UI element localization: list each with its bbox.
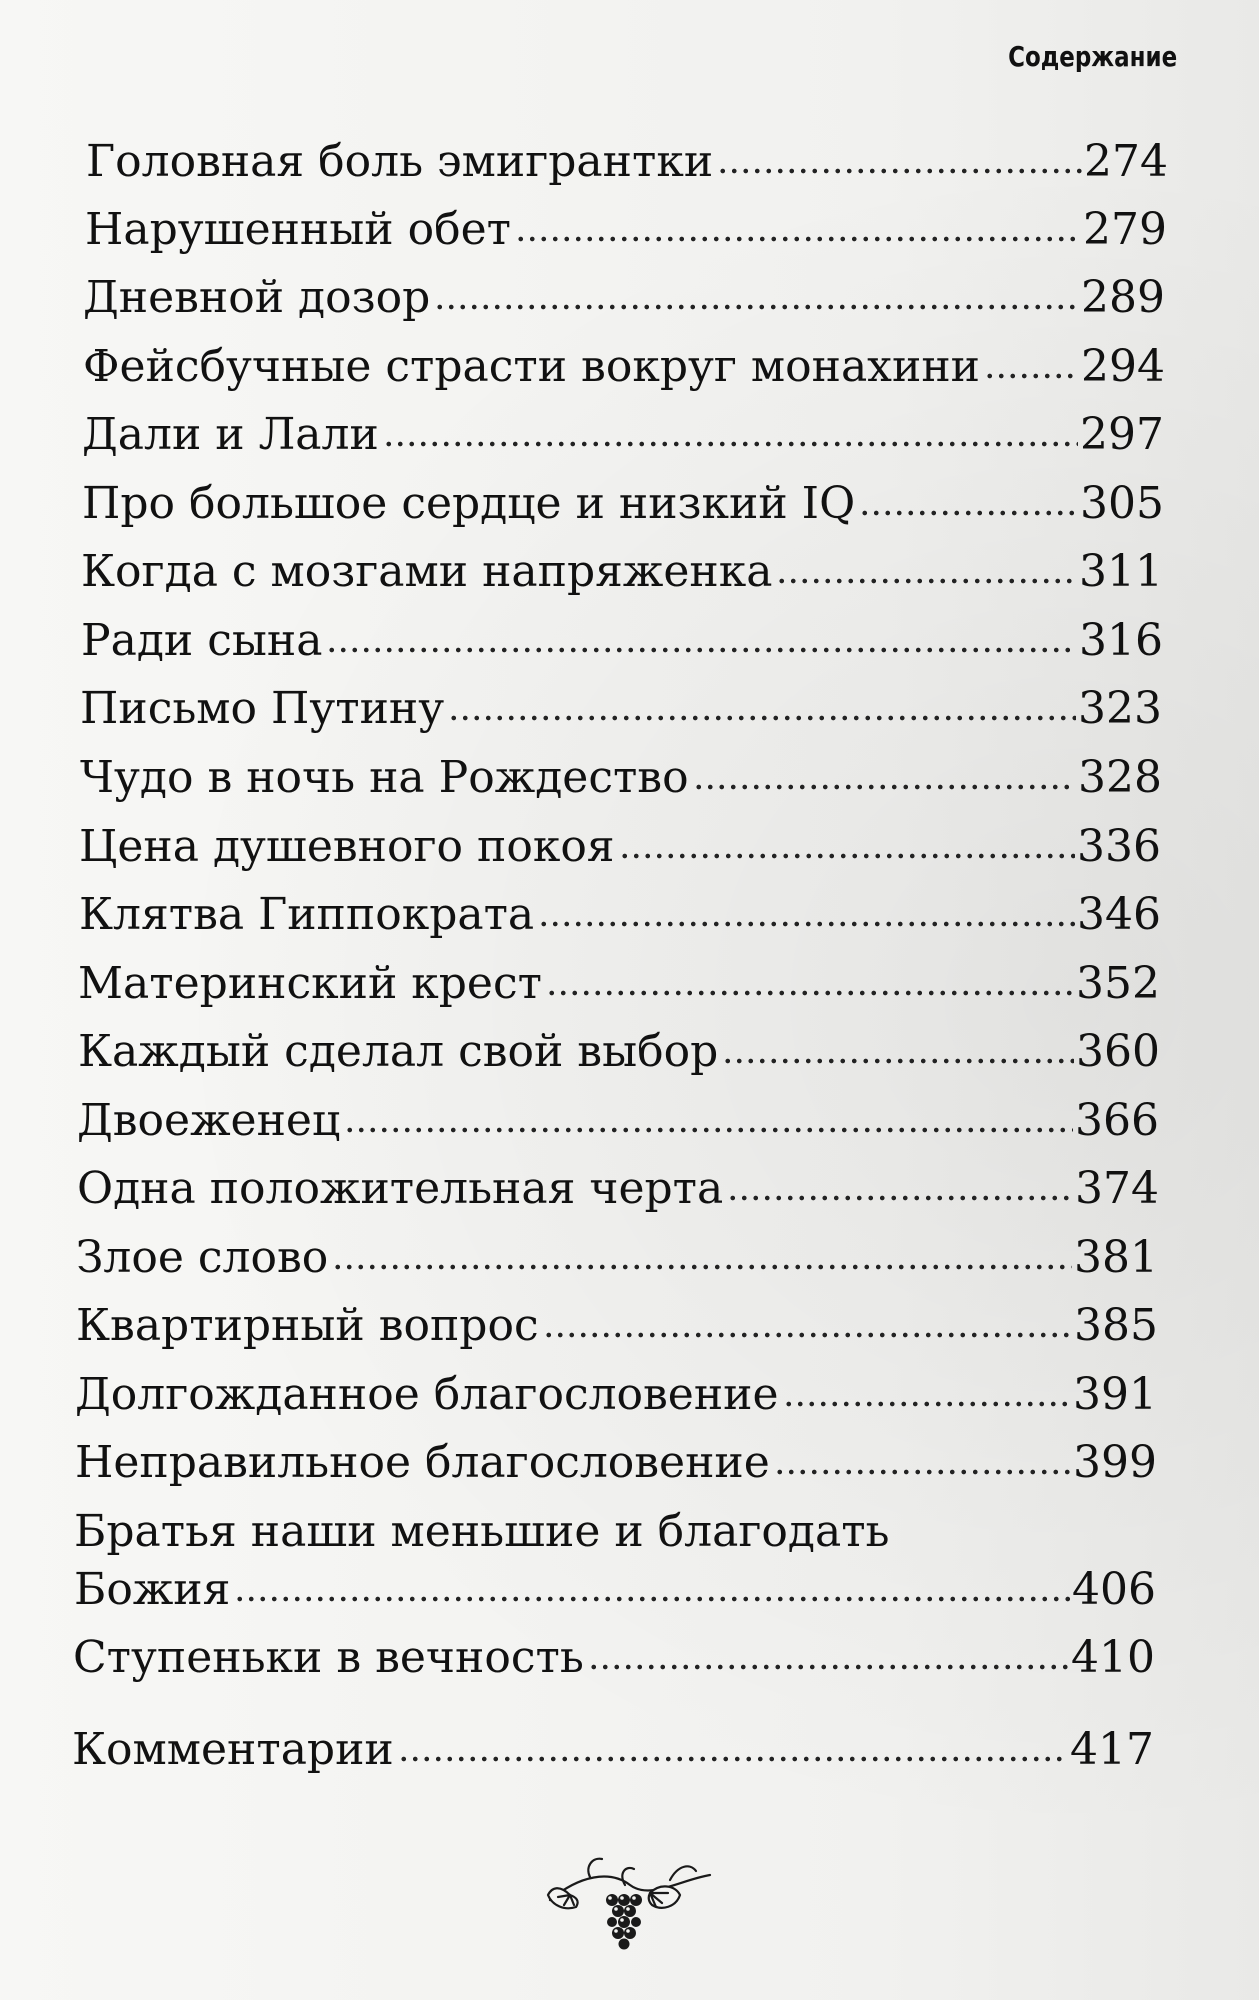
toc-entry — [79, 889, 1161, 940]
toc-entry-title: Квартирный вопрос — [76, 1300, 539, 1351]
toc-entry — [74, 1564, 1156, 1615]
toc-entry-title: Цена душевного покоя — [79, 821, 615, 872]
toc-entry-page: 336 — [1077, 821, 1161, 872]
toc-entry-title: Одна положительная черта — [77, 1163, 724, 1214]
dot-leader — [588, 1662, 1069, 1672]
toc-entry-title: Ради сына — [81, 615, 323, 666]
toc-entry — [77, 1163, 1159, 1214]
dot-leader — [326, 645, 1077, 655]
toc-entry-title: Головная боль эмигрантки — [86, 136, 714, 187]
dot-leader — [984, 371, 1079, 381]
toc-entry-page: 417 — [1070, 1724, 1154, 1775]
toc-entry-title: Когда с мозгами напряженка — [81, 546, 773, 597]
toc-entry — [76, 1232, 1158, 1283]
toc-entry-title: Ступеньки в вечность — [73, 1632, 584, 1683]
toc-entry-page: 323 — [1078, 683, 1162, 734]
toc-entry-page: 406 — [1072, 1564, 1156, 1615]
dot-leader — [546, 988, 1074, 998]
toc-entry-page: 305 — [1080, 478, 1164, 529]
dot-leader — [859, 508, 1078, 518]
toc-entry-title: Про большое сердце и низкий IQ — [82, 478, 856, 529]
toc-entry — [83, 341, 1165, 392]
dot-leader — [234, 1594, 1070, 1604]
toc-entry-title: Письмо Путину — [80, 683, 445, 734]
toc-entry-page: 352 — [1076, 958, 1160, 1009]
dot-leader — [776, 576, 1077, 586]
toc-entry-page: 316 — [1079, 615, 1163, 666]
dot-leader — [717, 166, 1082, 176]
dot-leader — [727, 1193, 1073, 1203]
toc-entry — [83, 272, 1165, 323]
toc-entry — [75, 1437, 1157, 1488]
toc-entry-title: Комментарии — [72, 1724, 394, 1775]
toc-entry — [76, 1300, 1158, 1351]
toc-entry-title-line1: Братья наши меньшие и благодать — [74, 1506, 890, 1557]
dot-leader — [722, 1056, 1074, 1066]
toc-entry-title: Долгожданное благословение — [75, 1369, 779, 1420]
toc-entry-page: 366 — [1075, 1095, 1159, 1146]
dot-leader — [693, 782, 1076, 792]
dot-leader — [783, 1399, 1071, 1409]
dot-leader — [774, 1467, 1071, 1477]
toc-entry-page: 410 — [1071, 1632, 1155, 1683]
toc-entry-title: Неправильное благословение — [75, 1437, 770, 1488]
dot-leader — [515, 234, 1081, 244]
running-head: Содержание — [1007, 40, 1177, 73]
toc-entry — [82, 478, 1164, 529]
toc-entry-page: 294 — [1081, 341, 1165, 392]
toc-entry — [86, 136, 1168, 187]
dot-leader — [448, 713, 1076, 723]
toc-entry-page: 274 — [1084, 136, 1168, 187]
toc-entry-title: Чудо в ночь на Рождество — [80, 752, 689, 803]
toc-entry — [80, 683, 1162, 734]
toc-entry — [85, 204, 1167, 255]
dot-leader — [543, 1330, 1072, 1340]
toc-entry — [80, 752, 1162, 803]
toc-entry-title: Злое слово — [76, 1232, 329, 1283]
toc-entry-title: Нарушенный обет — [85, 204, 511, 255]
toc-entry — [78, 958, 1160, 1009]
dot-leader — [434, 302, 1079, 312]
toc-entry-page: 360 — [1076, 1026, 1160, 1077]
toc-entry-title: Божия — [74, 1564, 231, 1615]
toc-entry — [78, 1026, 1160, 1077]
toc-entry — [73, 1632, 1155, 1683]
toc-entry — [75, 1369, 1157, 1420]
dot-leader — [332, 1262, 1072, 1272]
toc-entry-title: Дневной дозор — [83, 272, 431, 323]
toc-entry — [77, 1095, 1159, 1146]
dot-leader — [538, 919, 1075, 929]
toc-entry-page: 289 — [1081, 272, 1165, 323]
dot-leader — [344, 1125, 1073, 1135]
toc-entry — [79, 821, 1161, 872]
toc-entry-page: 279 — [1083, 204, 1167, 255]
toc-entry-title: Клятва Гиппократа — [79, 889, 535, 940]
toc-entry — [81, 615, 1163, 666]
toc-entry-title: Двоеженец — [77, 1095, 341, 1146]
toc-entry — [72, 1724, 1154, 1775]
toc-entry — [81, 546, 1163, 597]
toc-entry-page: 311 — [1079, 546, 1163, 597]
toc-entry-page: 381 — [1074, 1232, 1158, 1283]
dot-leader — [398, 1754, 1068, 1764]
toc-entry-title: Каждый сделал свой выбор — [78, 1026, 719, 1077]
toc-entry — [82, 409, 1164, 460]
dot-leader — [619, 851, 1075, 861]
toc-entry-page: 374 — [1075, 1163, 1159, 1214]
toc-entry-page: 399 — [1073, 1437, 1157, 1488]
toc-entry-title: Материнский крест — [78, 958, 542, 1009]
toc-entry-page: 297 — [1080, 409, 1164, 460]
toc-entry-title: Фейсбучные страсти вокруг монахини — [83, 341, 980, 392]
grape-vine-ornament-icon — [530, 1845, 730, 1955]
dot-leader — [383, 439, 1078, 449]
toc-entry-page: 328 — [1078, 752, 1162, 803]
toc-entry-page: 391 — [1073, 1369, 1157, 1420]
toc-entry-page: 385 — [1074, 1300, 1158, 1351]
toc-entry-title: Дали и Лали — [82, 409, 379, 460]
toc-entry-page: 346 — [1077, 889, 1161, 940]
